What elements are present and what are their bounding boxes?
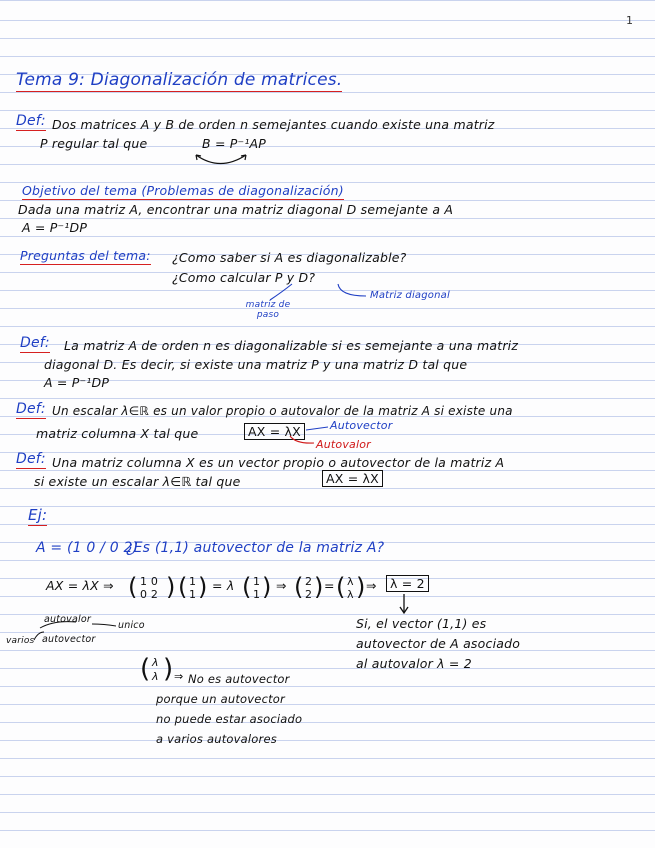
objetivo-line2: A = P⁻¹DP (22, 220, 88, 235)
paren-open: ( (128, 573, 138, 601)
note-autovector: Autovector (330, 419, 393, 432)
no-line4: a varios autovalores (156, 732, 277, 746)
def4-label: Def: (16, 451, 46, 467)
paren-close-3: ) (262, 573, 272, 601)
paren-open-5: ( (336, 573, 346, 601)
paren-open-6: ( (140, 654, 151, 684)
conclusion-line2: autovector de A asociado (356, 636, 521, 651)
def4-line2: si existe un escalar λ∈ℝ tal que (34, 474, 241, 489)
def3-line1: Un escalar λ∈ℝ es un valor propio o autovalor de la matriz A si existe una (52, 404, 513, 418)
calc-vec-1: 1 (189, 575, 197, 588)
objetivo-line1: Dada una matriz A, encontrar una matriz diagonal D semejante a A (18, 202, 454, 217)
note-unico: unico (118, 620, 145, 631)
def2-line2: diagonal D. Es decir, si existe una matriz P y una matriz D tal que (44, 357, 468, 372)
no-line2: porque un autovector (156, 692, 285, 706)
def2-line3: A = P⁻¹DP (44, 375, 110, 390)
calc-res-2: 2 (305, 588, 313, 601)
paso-arrow (270, 284, 292, 300)
autovalor-arrow (290, 436, 314, 443)
implies-2: ⇒ (366, 578, 377, 593)
calc-left: AX = λX ⇒ (46, 578, 114, 593)
paren-close-5: ) (356, 573, 366, 601)
page-title: Tema 9: Diagonalización de matrices. (16, 70, 343, 90)
page-number: 1 (626, 14, 633, 27)
note-matriz-de-paso: matriz de paso (245, 300, 291, 320)
objetivo-heading: Objetivo del tema (Problemas de diagonalización) (22, 183, 344, 198)
autovector-arrow (306, 427, 328, 430)
diagonal-arrow (338, 284, 366, 296)
calc-vec-4: 1 (253, 588, 261, 601)
no-line1: No es autovector (188, 672, 290, 686)
implies-1: ⇒ (276, 578, 287, 593)
note-matriz-diagonal: Matriz diagonal (370, 290, 450, 301)
paren-open-2: ( (178, 573, 188, 601)
note-autovalor: Autovalor (316, 438, 371, 451)
note-varios: varios (6, 636, 35, 646)
calc-lambda-2: λ (347, 588, 354, 601)
calc-matrix-row2: 0 2 (140, 588, 159, 601)
no-line3: no puede estar asociado (156, 712, 303, 726)
lambda-vec-2: λ (152, 670, 159, 683)
paren-close: ) (166, 573, 176, 601)
equals: = (324, 578, 335, 593)
calc-lambda-1: λ (347, 575, 354, 588)
conclusion-line3: al autovalor λ = 2 (356, 656, 472, 671)
note-autovalor-ej: autovalor (44, 614, 91, 625)
calc-vec-3: 1 (253, 575, 261, 588)
ejemplo-label: Ej: (28, 506, 48, 524)
lambda-vec-1: λ (152, 656, 159, 669)
ejemplo-question: ¿Es (1,1) autovector de la matriz A? (126, 540, 385, 556)
paren-close-4: ) (314, 573, 324, 601)
paren-close-6: ) (163, 654, 174, 684)
paren-open-4: ( (294, 573, 304, 601)
def1-line1: Dos matrices A y B de orden n semejantes cuando existe una matriz (52, 117, 495, 132)
calc-vec-2: 1 (189, 588, 197, 601)
def3-formula-box: AX = λX (244, 423, 305, 440)
calc-eq-lambda: = λ (212, 578, 235, 593)
def3-label: Def: (16, 401, 46, 417)
def4-formula-box: AX = λX (322, 470, 383, 487)
note-brace (34, 622, 116, 640)
note-autovector-ej: autovector (42, 634, 96, 645)
def1-formula: B = P⁻¹AP (202, 136, 267, 151)
no-autovector-arrow: ⇒ (174, 670, 184, 683)
calc-res-1: 2 (305, 575, 313, 588)
def2-label: Def: (20, 335, 50, 351)
conclusion-line1: Si, el vector (1,1) es (356, 616, 487, 631)
result-box: λ = 2 (386, 575, 429, 592)
ejemplo-matrix: A = (1 0 / 0 2) (36, 540, 139, 556)
calc-matrix-row1: 1 0 (140, 575, 159, 588)
similarity-arrow (196, 155, 246, 164)
def2-line1: La matriz A de orden n es diagonalizable si es semejante a una matriz (64, 338, 519, 353)
def1-line2: P regular tal que (40, 136, 148, 151)
pregunta-1: ¿Como saber si A es diagonalizable? (172, 250, 407, 265)
def4-line1: Una matriz columna X es un vector propio o autovector de la matriz A (52, 455, 505, 470)
pregunta-2: ¿Como calcular P y D? (172, 270, 316, 285)
preguntas-heading: Preguntas del tema: (20, 248, 151, 263)
paren-close-2: ) (198, 573, 208, 601)
def1-label: Def: (16, 113, 46, 129)
paren-open-3: ( (242, 573, 252, 601)
def3-line2: matriz columna X tal que (36, 426, 199, 441)
